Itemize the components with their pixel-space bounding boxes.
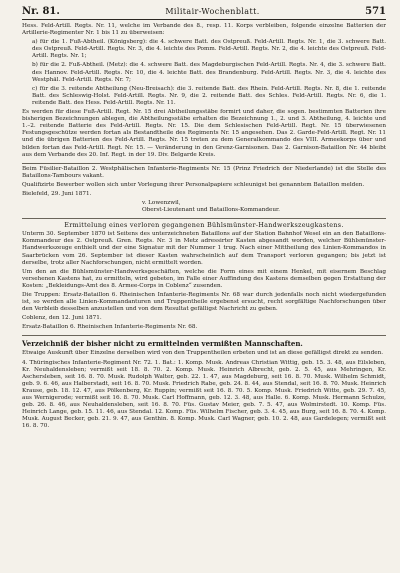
item-c-paragraph: c) für die 3. reitende Abtheilung (Neu-Breisach): die 3. reitende Batt. des Rhein. Feld-Artill. Regts. Nr. 8, die 1. reitende Batt. des Schleswig-Holst. Feld-Artill. Regts. Nr. 9, die 2. reitende Batt. des Schles. Feld-Artill. Regts. Nr. 6, die 1. reitende Batt. des Hess. Feld-Artill. Regts. Nr. 11. — [32, 85, 386, 106]
section-intro: Etwaige Auskunft über Einzelne derselben wird von den Truppentheilen erbeten und ist an diese gefälligst direkt zu senden. — [22, 350, 384, 357]
section-paragraph: Unterm 30. September 1870 ist Seitens des unterzeichneten Bataillons auf der Station Bahnhof Wesel ein an den Bataillons-Kommandeur des 2. Ostpreuß. Gren. Regts. Nr. 3 in Metz adressirter Kasten abgesandt worden, welcher Bühlsmünster-Handwerkszeuge enthielt und der eine Signatur mit der Nummer 1 trug. Nach einer Mittheilung des Linien-Kommandos in Saarbrücken vom 26. September ist dieser Kasten wahrscheinlich auf dem Transport verloren gegangen; bis jetzt ist derselbe, trotz aller Nachforschungen, nicht ermittelt worden. — [22, 231, 386, 266]
section-heading: Ermittelung eines verloren gegangenen Bühlsmünster-Handwerkszeugkastens. — [64, 221, 344, 230]
section-heading: Verzeichniß der bisher nicht zu ermittelnden vermißten Mannschaften. — [22, 339, 303, 349]
signer-name: v. Lowenzwil, — [142, 200, 181, 207]
place-date: Coblenz, den 12. Juni 1871. — [22, 315, 102, 322]
item-a-paragraph: a) für die 1. Fuß-Abtheil. (Königsberg): die 4. schwere Batt. des Ostpreuß. Feld-Artill. Regts. Nr. 1, die 3. schwere Batt. des Ostpreuß. Feld-Artill. Regts. Nr. 3, die 4. leichte des Pomm. Feld-Artill. Regts. Nr. 2, die 4. leichte des Ostpreuß. Feld-Artill. Regts. Nr. 1; — [32, 39, 386, 60]
section-paragraph: Um den an die Bühlsmünster-Handwerksgeschäften, welche die Form eines mit einem Henkel, mit eisernem Beschlag versehenen Kastens hat, zu ermitteln, wird gebeten, im Falle einer Auffindung des Kastens demselben gegen Erstattung der Kosten: „Bekleidungs-Amt des 8. Armee-Corps in Coblenz“ zusenden. — [22, 268, 386, 289]
section-paragraph: Die Truppen: Ersatz-Bataillon 6. Rheinischen Infanterie-Regiments Nr. 68 war durch jedenfalls noch nicht wiedergefunden ist, so werden alle Linien-Kommandanturen und Truppentheile ergebenst ersucht, recht sorgfältige Nachforschungen über den Verbleib desselben anzustellen und von dem Resultat gefälligst Nachricht zu geben. — [22, 292, 386, 313]
top-lead-paragraph: Hess. Feld-Artill. Regts. Nr. 11, welche im Verbande des 8., resp. 11. Korps verbleiben, folgende einzelne Batterien der Artillerie-Regimenter Nr. 1 bis 11 zu überweisen: — [22, 23, 386, 37]
place-date: Bielefeld, 29. Juni 1871. — [22, 190, 92, 197]
missing-persons-list: 4. Thüringisches Infanterie-Regiment Nr. 72. 1. Bat.: 1. Komp. Musk. Andreas Christian Wittig, geb. 15. 3. 48, aus Eilsleben, Kr. Neuhaldensleben; vermißt seit 18. 8. 70. 2. Komp. Musk. Heinrich Albrecht, geb. 2. 5. 45, aus Mehringen, Kr. Aschersleben, seit 16. 8. 70. Musk. Rudolph Walter, geb. 22. 1. 47, aus Magdeburg, seit 16. 8. 70. Musk. Wilhelm Schmidt, geb. 9. 6. 46, aus Halberstadt, seit 16. 8. 70. Musk. Friedrich Rabe, geb. 24. 8. 44, aus Stendal, seit 16. 8. 70. Musk. Heinrich Krause, geb. 18. 12. 47, aus Pölkenberg, Kr. Ruppin; vermißt seit 16. 8. 70. 5. Komp. Musk. Friedrich Witte, geb. 29. 7. 45, aus Wernigerode; vermißt seit 16. 8. 70. Musk. Carl Hoffmann, geb. 12. 3. 48, aus Halle. 6. Komp. Musk. Hermann Schulze, geb. 26. 8. 46, aus Neuhaldensleben, seit 16. 8. 70. Füs. Gustav Meier, geb. 7. 5. 47, aus Wolmirstedt. 10. Komp. Füs. Heinrich Lange, geb. 15. 11. 46, aus Stendal. 12. Komp. Füs. Wilhelm Fischer, geb. 3. 4. 45, aus Burg, seit 16. 8. 70. 4. Komp. Musk. August Becker, geb. 21. 9. 47, aus Genthin. 8. Komp. Musk. Carl Wagner, geb. 10. 2. 48, aus Gardelegen; vermißt seit 16. 8. 70. — [22, 359, 386, 430]
applicants-paragraph: Qualifizirte Bewerber wollen sich unter Vorlegung ihrer Personalpapiere schleunigst bei genanntem Bataillon melden. — [22, 181, 365, 188]
divider — [22, 335, 386, 336]
page-header — [22, 6, 386, 20]
item-b-paragraph: b) für die 2. Fuß-Abtheil. (Metz): die 4. schwere Batt. des Magdeburgischen Feld-Artill. Regts. Nr. 4, die 3. schwere Batt. des Hannov. Feld-Artill. Regts. Nr. 10, die 4. leichte Batt. des Brandenburg. Feld-Artill. Regts. Nr. 3, die 4. leichte des Westphäl. Feld-Artill. Regts. Nr. 7; — [32, 62, 386, 83]
publication-title: Militair-Wochenblatt. — [165, 7, 260, 16]
vacancy-paragraph: Beim Füsilier-Bataillon 2. Westphälischen Infanterie-Regiments Nr. 15 (Prinz Friedrich der Niederlande) ist die Stelle des Bataillons-Tambours vakant. — [22, 165, 386, 179]
issue-number: Nr. 81. — [22, 6, 60, 17]
issuing-unit: Ersatz-Bataillon 6. Rheinischen Infanterie-Regiments Nr. 68. — [22, 324, 198, 331]
signer-title: Oberst-Lieutenant und Bataillons-Kommandeur. — [142, 207, 280, 214]
page-number: 571 — [365, 6, 386, 17]
divider — [22, 163, 386, 164]
divider — [22, 218, 386, 219]
regiment-formation-paragraph: Es werden für diese Fuß-Artill. Regt. Nr. 15 drei Abtheilungsstäbe formirt und daher, die sogen. bestimmten Batterien ihre bisherigen Bezeichnungen ablegen, die Abtheilungsstäbe erhalten die Bezeichnung 1., 2. und 3. Abtheilung, 4. leichte und 1.–2. reitende Batterie des Feld-Artill. Regts. Nr. 15. Die dem Schlesischen Feld-Artill. Regt. Nr. 15 überwiesenen Festungsgeschütze werden fortan als Bestandtheile des Regiments Nr. 15 angesehen. Das 2. Garde-Feld-Artill. Regt. Nr. 11 und die übrigen Batterien des Feld-Artill. Regts. Nr. 15 treten zu dem Generalkommando des VIII. Armeekorps über und bilden fortan das Feld-Artill. Regt. Nr. 15. — Veränderung in den Grenz-Garnisonen. Das 2. Garnison-Bataillon Nr. 44 bleibt aus dem Verbande des 20. Inf. Regt. in der 19. Div. Belgarde Kreis. — [22, 109, 386, 158]
